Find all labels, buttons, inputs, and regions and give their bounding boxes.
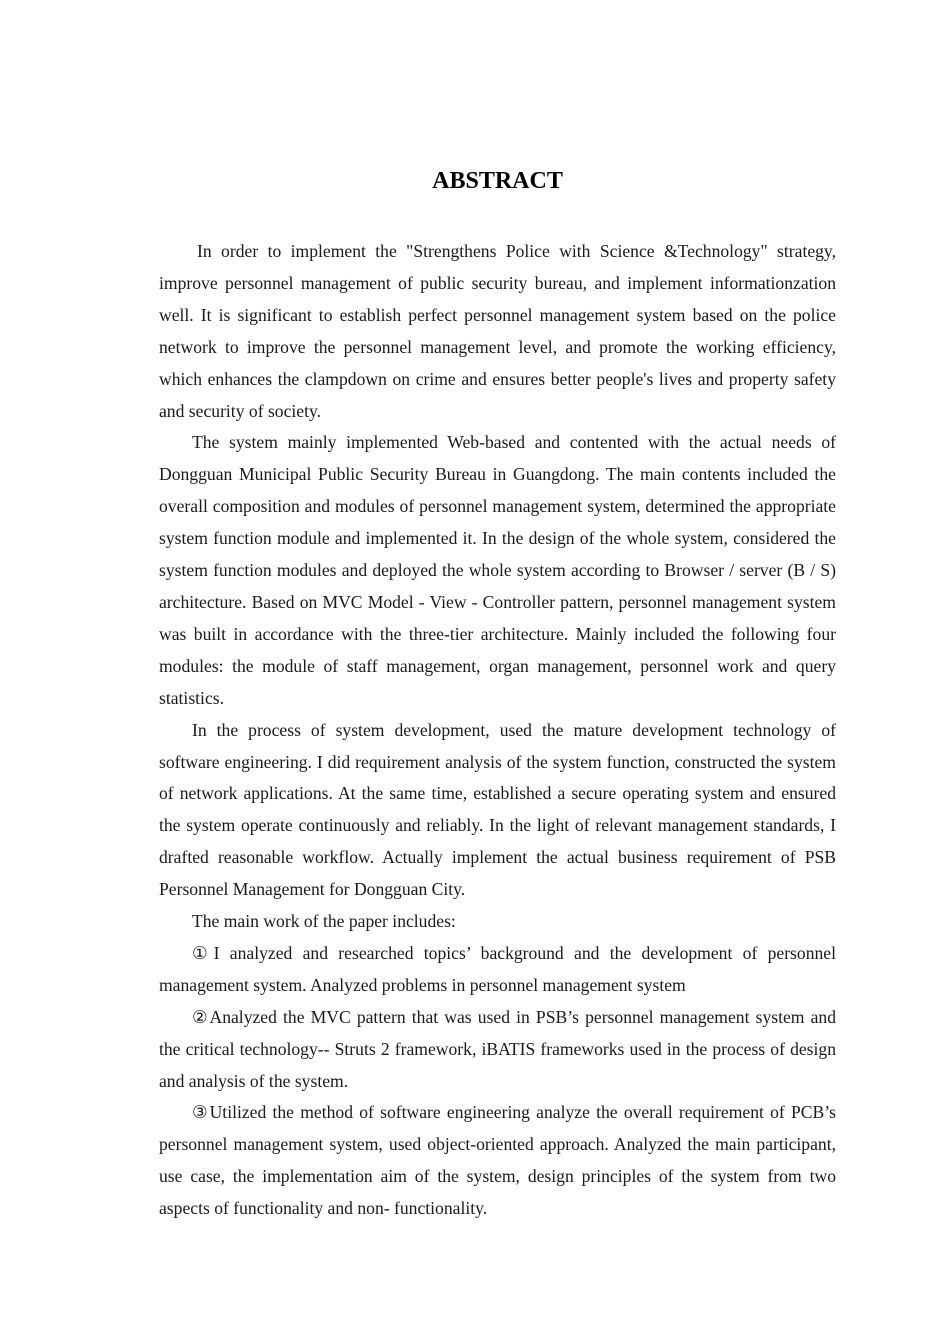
paragraph-work-item-2: ②Analyzed the MVC pattern that was used in PSB’s personnel management system and the critical technology-- Struts 2 framework, iBATIS frameworks used in the process of design and analysis of the system. — [159, 1006, 836, 1091]
paragraph-main-work-heading: The main work of the paper includes: — [192, 911, 456, 932]
paragraph-work-item-3: ③Utilized the method of software engineering analyze the overall requirement of PCB’s personnel management system, used object-oriented approach. Analyzed the main participant, use case, the implementation aim of the system, design principles of the system from two aspects of functionality and non- functionality. — [159, 1102, 836, 1219]
paragraph-work-item-1: ①I analyzed and researched topics’ background and the development of personnel management system. Analyzed problems in personnel management system — [159, 942, 836, 995]
abstract-title: ABSTRACT — [432, 168, 563, 194]
paragraph-intro: In order to implement the "Strengthens Police with Science &Technology" strategy, improve personnel management of public security bureau, and implement informationzation well. It is significant to establish perfect personnel management system based on the police network to improve the personnel management level, and promote the working efficiency, which enhances the clampdown on crime and ensures better people's lives and property safety and security of society. — [159, 241, 836, 421]
abstract-body — [159, 236, 836, 1225]
paragraph-system-overview: The system mainly implemented Web-based and contented with the actual needs of Dongguan Municipal Public Security Bureau in Guangdong. The main contents included the overall composition and modules of personnel management system, determined the appropriate system function module and implemented it. In the design of the whole system, considered the system function modules and deployed the whole system according to Browser / server (B / S) architecture. Based on MVC Model - View - Controller pattern, personnel management system was built in accordance with the three-tier architecture. Mainly included the following four modules: the module of staff management, organ management, personnel work and query statistics. — [159, 432, 836, 708]
paragraph-development-process: In the process of system development, used the mature development technology of software engineering. I did requirement analysis of the system function, constructed the system of network applications. At the same time, established a secure operating system and ensured the system operate continuously and reliably. In the light of relevant management standards, I drafted reasonable workflow. Actually implement the actual business requirement of PSB Personnel Management for Dongguan City. — [159, 719, 836, 900]
